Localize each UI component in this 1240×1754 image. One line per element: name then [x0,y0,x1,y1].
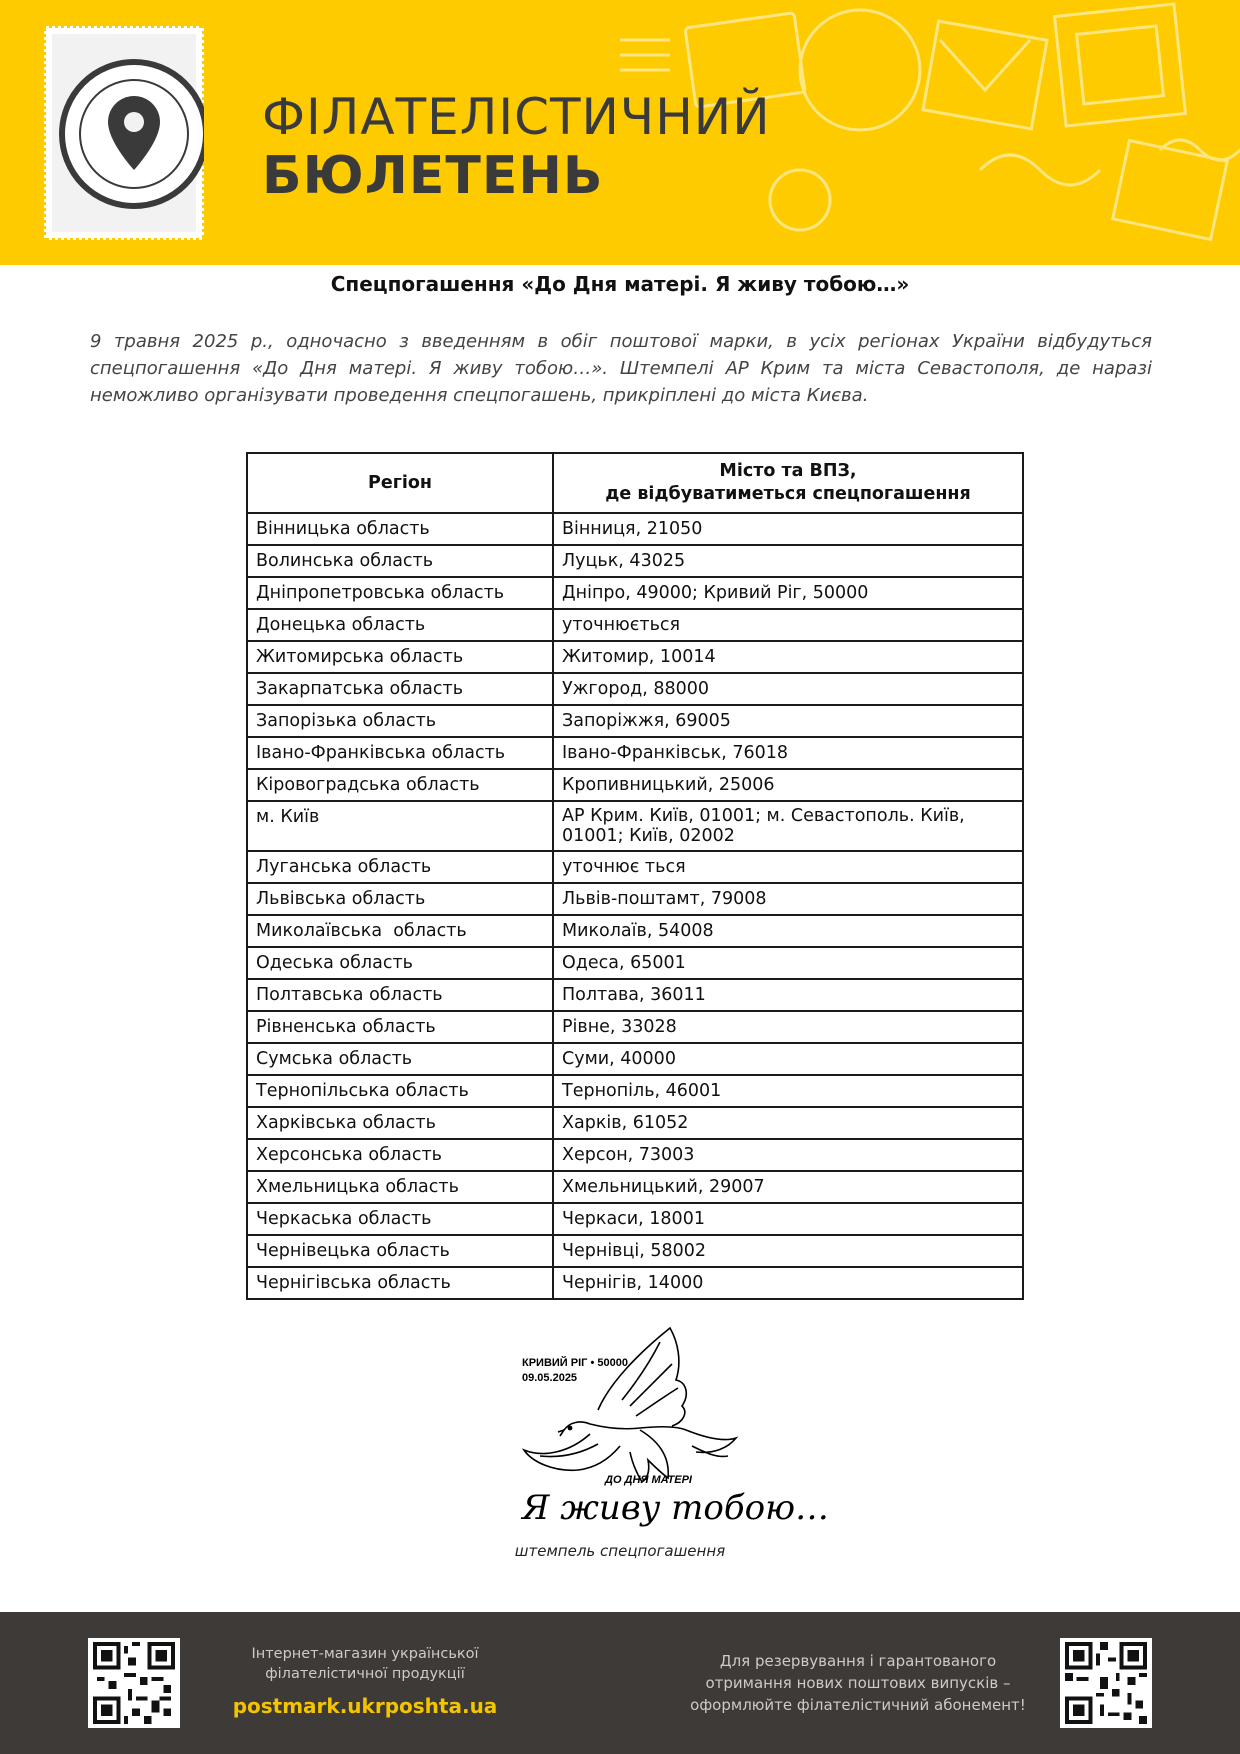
region-cell: Закарпатська область [247,673,553,705]
city-cell: Дніпро, 49000; Кривий Ріг, 50000 [553,577,1023,609]
city-cell: Миколаїв, 54008 [553,915,1023,947]
region-cell: Сумська область [247,1043,553,1075]
table-row [247,947,1023,979]
city-cell: Тернопіль, 46001 [553,1075,1023,1107]
table-row [247,1107,1023,1139]
postmark-city-line: КРИВИЙ РІГ • 50000 [522,1357,628,1369]
city-cell: Хмельницький, 29007 [553,1171,1023,1203]
region-cell: Хмельницька область [247,1171,553,1203]
shop-url-link[interactable]: postmark.ukrposhta.ua [232,1694,498,1718]
city-cell: Івано-Франківськ, 76018 [553,737,1023,769]
region-cell: Харківська область [247,1107,553,1139]
postmark-script-text: Я живу тобою… [522,1488,829,1528]
region-cell: Волинська область [247,545,553,577]
table-row [247,705,1023,737]
region-cell: Чернівецька область [247,1235,553,1267]
special-postmark [510,1322,829,1532]
region-cell: Івано-Франківська область [247,737,553,769]
city-cell: Вінниця, 21050 [553,513,1023,545]
city-cell: Запоріжжя, 69005 [553,705,1023,737]
table-row [247,1171,1023,1203]
table-row [247,1043,1023,1075]
table-row [247,801,1023,851]
region-cell: Львівська область [247,883,553,915]
region-cell: Тернопільська область [247,1075,553,1107]
table-row [247,1235,1023,1267]
table-row [247,513,1023,545]
table-header-row [247,453,1023,513]
table-row [247,769,1023,801]
shop-text-line-1: Інтернет-магазин української [251,1646,479,1662]
region-cell: Дніпропетровська область [247,577,553,609]
table-row [247,1267,1023,1299]
region-cell: Херсонська область [247,1139,553,1171]
table-row [247,673,1023,705]
shop-text-line-2: філателістичної продукції [265,1666,465,1682]
table-row [247,851,1023,883]
table-row [247,737,1023,769]
document-title: Спецпогашення «До Дня матері. Я живу тобою…» [330,272,910,296]
column-header-city-line1: Місто та ВПЗ, [719,461,857,481]
city-cell: Суми, 40000 [553,1043,1023,1075]
subscription-line-2: отримання нових поштових випусків – [705,1674,1011,1692]
region-cell: Одеська область [247,947,553,979]
table-row [247,641,1023,673]
city-cell: Житомир, 10014 [553,641,1023,673]
title-line-2: БЮЛЕТЕНЬ [262,146,604,206]
region-cell: Запорізька область [247,705,553,737]
region-cell: Рівненська область [247,1011,553,1043]
city-cell: Львів-поштамт, 79008 [553,883,1023,915]
region-cell: Вінницька область [247,513,553,545]
column-header-city-line2: де відбуватиметься спецпогашення [605,484,971,504]
column-header-region: Регіон [247,453,553,513]
qr-code-right-icon[interactable] [1060,1638,1152,1728]
region-cell: Донецька область [247,609,553,641]
postmark-caption: штемпель спецпогашення [514,1542,726,1560]
table-row [247,1139,1023,1171]
region-cell: Житомирська область [247,641,553,673]
region-cell: Луганська область [247,851,553,883]
postmark-occasion: ДО ДНЯ МАТЕРІ [605,1474,692,1486]
table-row [247,609,1023,641]
city-cell: АР Крим. Київ, 01001; м. Севастополь. Київ, 01001; Київ, 02002 [553,801,1023,851]
city-cell: Луцьк, 43025 [553,545,1023,577]
city-cell: Полтава, 36011 [553,979,1023,1011]
city-cell: Ужгород, 88000 [553,673,1023,705]
table-row [247,915,1023,947]
city-cell: Одеса, 65001 [553,947,1023,979]
table-row [247,577,1023,609]
city-cell: Харків, 61052 [553,1107,1023,1139]
table-row [247,1075,1023,1107]
subscription-text [672,1650,1044,1716]
shop-description [230,1644,500,1684]
region-cell: м. Київ [247,801,553,851]
city-cell: Херсон, 73003 [553,1139,1023,1171]
region-cell: Черкаська область [247,1203,553,1235]
city-cell: Чернігів, 14000 [553,1267,1023,1299]
city-cell: Рівне, 33028 [553,1011,1023,1043]
subscription-line-3: оформлюйте філателістичний абонемент! [690,1696,1026,1714]
region-cell: Кіровоградська область [247,769,553,801]
dove-icon [510,1322,740,1492]
city-cell: уточнює ться [553,851,1023,883]
table-row [247,883,1023,915]
bulletin-title [262,88,771,206]
region-cell: Чернігівська область [247,1267,553,1299]
table-row [247,1011,1023,1043]
postmark-locations-table [246,452,1024,1300]
city-cell: Чернівці, 58002 [553,1235,1023,1267]
header-banner [0,0,1240,265]
qr-code-left-icon[interactable] [88,1638,180,1728]
city-cell: уточнюється [553,609,1023,641]
city-cell: Кропивницький, 25006 [553,769,1023,801]
intro-paragraph: 9 травня 2025 р., одночасно з введенням в обіг поштової марки, в усіх регіонах України відбудуться спецпогашення «До Дня матері. Я живу тобою…». Штемпелі АР Крим та міста Севастополя, де наразі неможливо організувати проведення спецпогашень, прикріплені до міста Києва. [90,331,1152,406]
region-cell: Полтавська область [247,979,553,1011]
postmark-date-line: 09.05.2025 [522,1372,578,1384]
region-cell: Миколаївська область [247,915,553,947]
city-cell: Черкаси, 18001 [553,1203,1023,1235]
table-row [247,545,1023,577]
philately-logo-icon [44,26,204,240]
table-row [247,1203,1023,1235]
title-line-1: ФІЛАТЕЛІСТИЧНИЙ [262,88,771,146]
table-row [247,979,1023,1011]
subscription-line-1: Для резервування і гарантованого [719,1652,997,1670]
footer-bar [0,1612,1240,1754]
column-header-city [553,453,1023,513]
